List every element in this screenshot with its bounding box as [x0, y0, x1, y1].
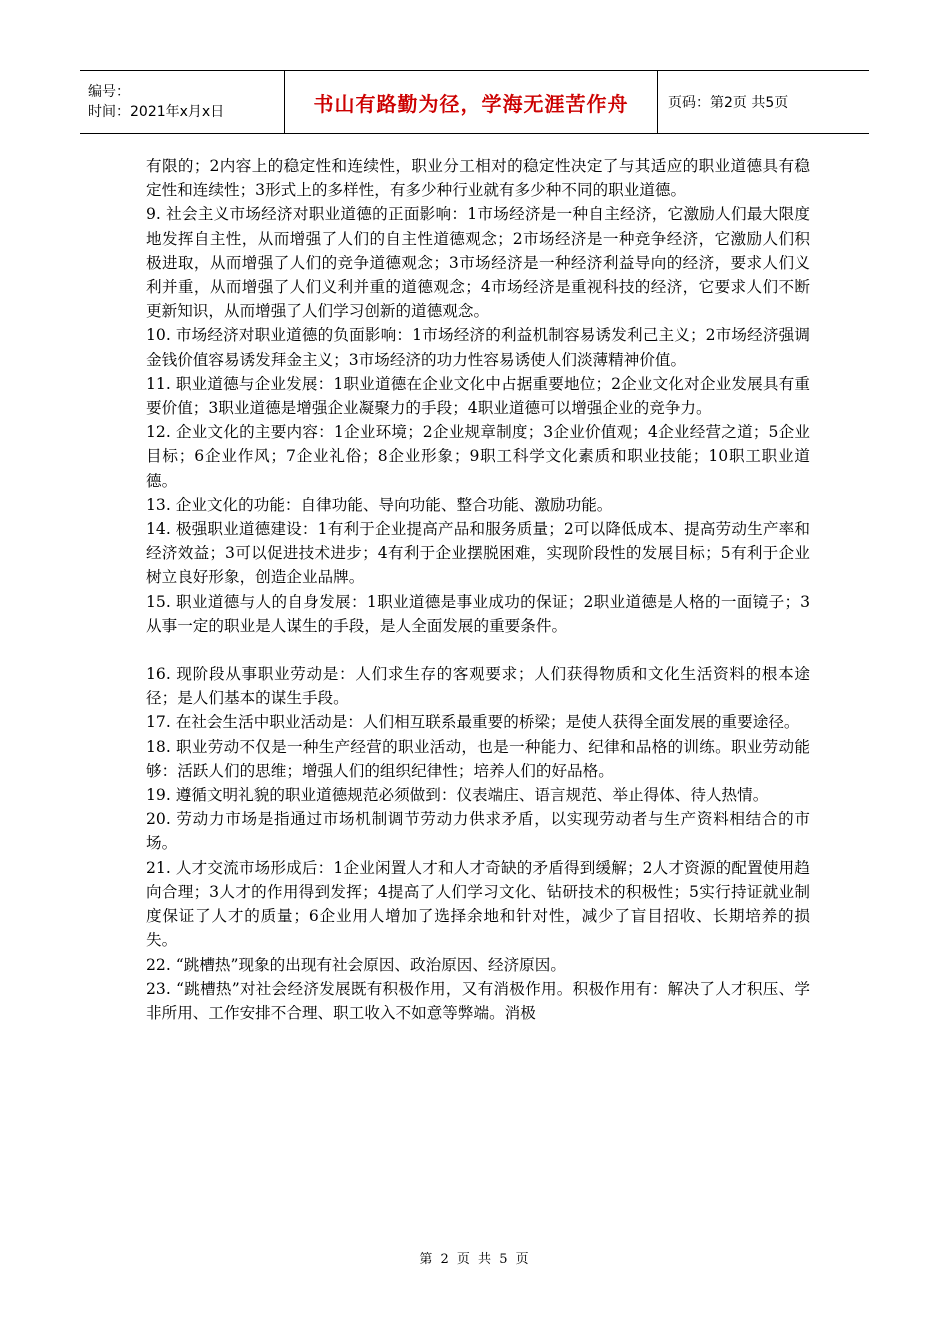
header-motto-cell: [285, 71, 658, 133]
header-page-info-cell: [658, 71, 869, 133]
paragraph: 10. 市场经济对职业道德的负面影响：1市场经济的利益机制容易诱发利己主义；2市场经济强调金钱价值容易诱发拜金主义；3市场经济的功力性容易诱使人们淡薄精神价值。: [146, 326, 810, 369]
header-meta: [80, 71, 285, 133]
page-footer: 第 2 页 共 5 页: [419, 1252, 531, 1267]
header-motto: 书山有路勤为径，学海无涯苦作舟: [313, 91, 629, 116]
paragraph: 12. 企业文化的主要内容：1企业环境；2企业规章制度；3企业价值观；4企业经营之道；5企业目标；6企业作风；7企业礼俗；8企业形象；9职工科学文化素质和职业技能；10职工职业道德。: [146, 423, 810, 490]
header-page-info: 页码：第2页 共5页: [668, 95, 789, 111]
paragraph: 21. 人才交流市场形成后：1企业闲置人才和人才奇缺的矛盾得到缓解；2人才资源的配置使用趋向合理；3人才的作用得到发挥；4提高了人们学习文化、钻研技术的积极性；5实行持证就业制度保证了人才的质量；6企业用人增加了选择余地和针对性，减少了盲目招收、长期培养的损失。: [146, 858, 810, 950]
paragraph: 有限的；2内容上的稳定性和连续性，职业分工相对的稳定性决定了与其适应的职业道德具有稳定性和连续性；3形式上的多样性，有多少种行业就有多少种不同的职业道德。: [146, 157, 810, 200]
paragraph: 19. 遵循文明礼貌的职业道德规范必须做到：仪表端庄、语言规范、举止得体、待人热情。: [146, 786, 769, 805]
document-date-label: 时间：2021年x月x日: [88, 104, 225, 120]
paragraph: 14. 极强职业道德建设：1有利于企业提高产品和服务质量；2可以降低成本、提高劳动生产率和经济效益；3可以促进技术进步；4有利于企业摆脱困难，实现阶段性的发展目标；5有利于企业树立良好形象，创造企业品牌。: [146, 520, 810, 587]
page-header: [80, 70, 869, 134]
paragraph: 18. 职业劳动不仅是一种生产经营的职业活动，也是一种能力、纪律和品格的训练。职业劳动能够：活跃人们的思维；增强人们的组织纪律性；培养人们的好品格。: [146, 737, 810, 780]
paragraph: 9. 社会主义市场经济对职业道德的正面影响：1市场经济是一种自主经济，它激励人们最大限度地发挥自主性，从而增强了人们的自主性道德观念；2市场经济是一种竞争经济，它激励人们积极进取，从而增强了人们的竞争道德观念；3市场经济是一种经济利益导向的经济，要求人们义利并重，从而增强了人们义利并重的道德观念；4市场经济是重视科技的经济，它要求人们不断更新知识，从而增强了人们学习创新的道德观念。: [146, 205, 810, 321]
document-number-label: 编号：: [88, 84, 130, 100]
paragraph: 23. “跳槽热”对社会经济发展既有积极作用，又有消极作用。积极作用有：解决了人才积压、学非所用、工作安排不合理、职工收入不如意等弊端。消极: [146, 979, 810, 1022]
paragraph: 20. 劳动力市场是指通过市场机制调节劳动力供求矛盾，以实现劳动者与生产资料相结合的市场。: [146, 810, 810, 853]
paragraph: 22. “跳槽热”现象的出现有社会原因、政治原因、经济原因。: [146, 955, 566, 974]
paragraph: 11. 职业道德与企业发展：1职业道德在企业文化中占据重要地位；2企业文化对企业发展具有重要价值；3职业道德是增强企业凝聚力的手段；4职业道德可以增强企业的竞争力。: [146, 374, 810, 418]
paragraph: 15. 职业道德与人的自身发展：1职业道德是事业成功的保证；2职业道德是人格的一面镜子；3从事一定的职业是人谋生的手段，是人全面发展的重要条件。: [146, 592, 810, 635]
paragraph: 16. 现阶段从事职业劳动是：人们求生存的客观要求；人们获得物质和文化生活资料的根本途径；是人们基本的谋生手段。: [146, 665, 810, 708]
paragraph: 17. 在社会生活中职业活动是：人们相互联系最重要的桥梁；是使人获得全面发展的重要途径。: [146, 713, 800, 732]
document-body: [146, 154, 810, 1025]
paragraph: 13. 企业文化的功能：自律功能、导向功能、整合功能、激励功能。: [146, 495, 613, 514]
